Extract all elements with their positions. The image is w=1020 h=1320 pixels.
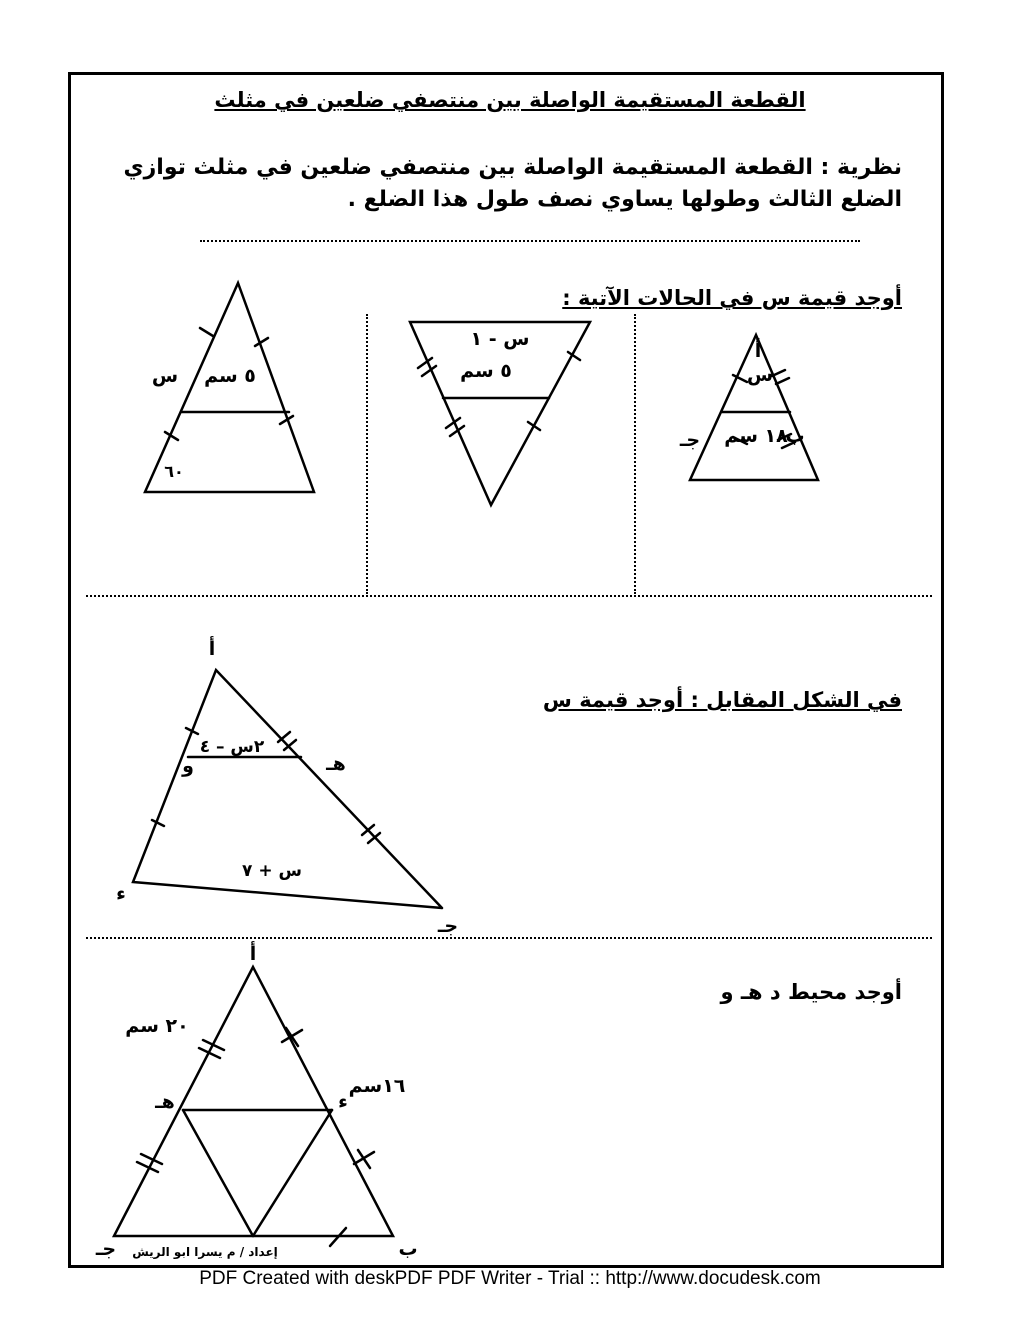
question-find-x-figure: في الشكل المقابل : أوجد قيمة س [542,688,902,712]
fig4-label-base: س + ٧ [242,861,302,881]
fig3-label-x: س [151,365,179,387]
triangle-figure-3 [145,283,314,492]
fig5-label-left: ٢٠ سم [125,1015,189,1037]
fig1-label-a: أ [754,340,762,362]
theorem-text: نظرية : القطعة المستقيمة الواصلة بين منتصفي ضلعين في مثلث توازي الضلع الثالث وطولها يساوي نصف طول هذا الضلع . [123,155,902,212]
author-credit: إعداد / م يسرا ابو الريش [132,1245,278,1259]
fig3-label-side: ٥ سم [204,365,256,387]
fig1-label-x: س [746,364,774,386]
fig5-label-h: هـ [155,1091,175,1113]
fig5-label-c: جـ [95,1238,117,1260]
question-perimeter: أوجد محيط د هـ و [720,980,902,1004]
fig4-label-h: هـ [326,753,346,775]
fig3-label-base: ٦٠ [164,462,184,481]
fig2-label-top: س - ١ [470,328,530,350]
fig4-label-w: و [182,755,194,777]
fig4-label-segment: ٢س – ٤ [199,737,265,757]
question-find-x-cases: أوجد قيمة س في الحالات الآتية : [562,286,902,310]
fig5-label-b: ب [398,1238,418,1260]
fig5-label-right: ١٦سم [348,1075,406,1097]
fig1-label-b: ب [785,425,805,447]
fig1-label-length: ١٨ سم [724,425,788,447]
fig4-label-d: ء [116,883,126,905]
page-title: القطعة المستقيمة الواصلة بين منتصفي ضلعين في مثلث [214,88,806,112]
fig1-label-c: جـ [679,429,701,451]
pdf-footer: PDF Created with deskPDF PDF Writer - Trial :: http://www.docudesk.com [199,1268,821,1289]
fig4-label-c: جـ [437,915,459,937]
fig2-label-side: ٥ سم [460,360,512,382]
fig5-label-a: أ [249,943,257,965]
fig4-label-a: أ [208,638,216,660]
fig5-label-d: ء [338,1091,348,1113]
